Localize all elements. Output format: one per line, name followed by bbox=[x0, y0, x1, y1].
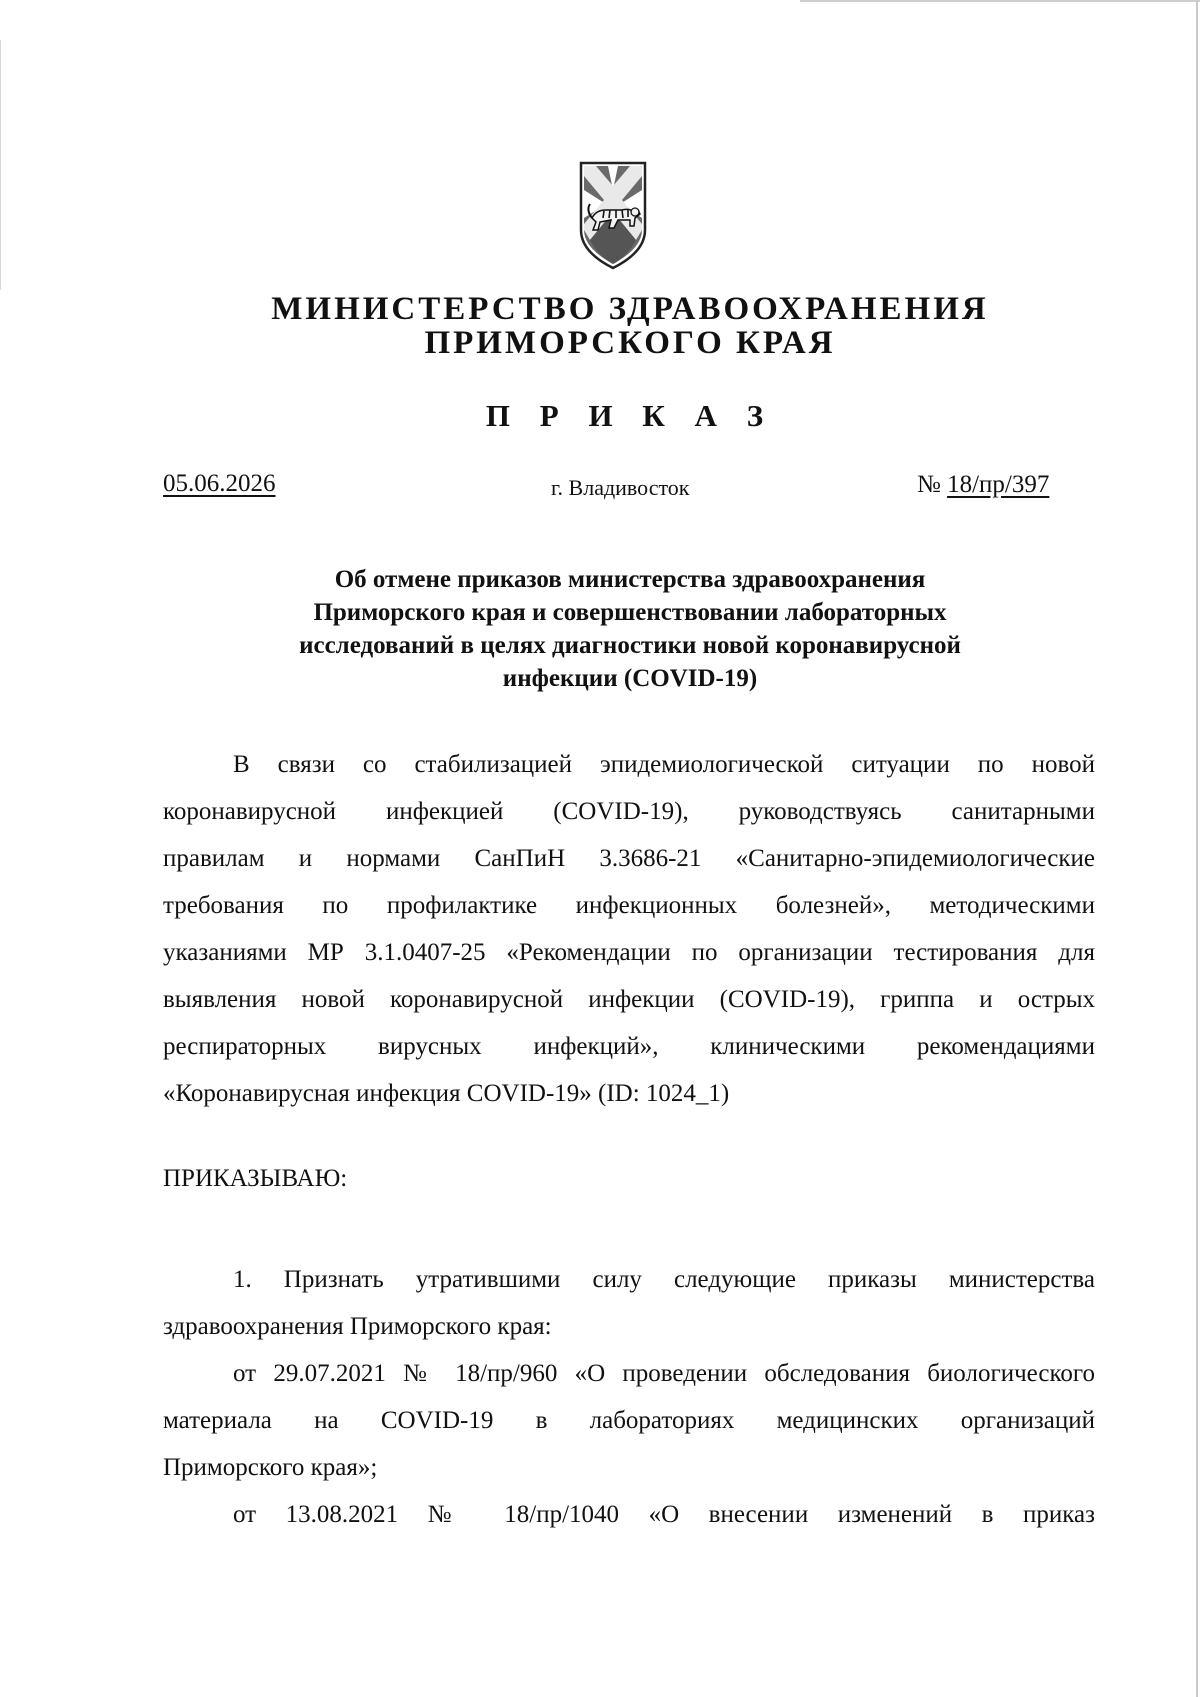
ministry-name bbox=[0, 292, 1200, 360]
paragraph-line: выявления новой коронавирусной инфекции (COVID-19), гриппа и острых bbox=[163, 986, 1095, 1013]
paragraph-line: коронавирусной инфекцией (COVID-19), руководствуясь санитарными bbox=[163, 798, 1095, 825]
scan-edge bbox=[1196, 0, 1198, 1697]
paragraph-line: респираторных вирусных инфекций», клиническими рекомендациями bbox=[163, 1033, 1095, 1060]
subject-line: исследований в целях диагностики новой коронавирусной bbox=[299, 632, 961, 659]
document-type-title: П Р И К А З bbox=[485, 398, 775, 433]
order-date: 05.06.2026 bbox=[163, 470, 276, 497]
order-number bbox=[917, 471, 1049, 499]
scan-edge bbox=[800, 0, 1200, 2]
preamble-paragraph bbox=[163, 741, 1095, 1117]
primorsky-krai-coat-of-arms-icon bbox=[578, 160, 648, 272]
paragraph-line: «Коронавирусная инфекция COVID-19» (ID: 1024_1) bbox=[163, 1080, 730, 1107]
order-city: г. Владивосток bbox=[551, 475, 690, 500]
paragraph-line: от 29.07.2021 № 18/пр/960 «О проведении обследования биологического bbox=[233, 1360, 1095, 1387]
paragraph-line: требования по профилактике инфекционных болезней», методическими bbox=[163, 892, 1095, 919]
paragraph-line: здравоохранения Приморского края: bbox=[163, 1313, 552, 1340]
ministry-name-line: ПРИМОРСКОГО КРАЯ bbox=[424, 325, 836, 361]
number-sign: № bbox=[917, 471, 941, 498]
subject-line: инфекции (COVID-19) bbox=[502, 665, 758, 692]
order-items bbox=[163, 1256, 1095, 1538]
ministry-name-line: МИНИСТЕРСТВО ЗДРАВООХРАНЕНИЯ bbox=[271, 291, 989, 327]
paragraph-line: Приморского края»; bbox=[163, 1454, 378, 1481]
subject-line: Об отмене приказов министерства здравоохранения bbox=[334, 566, 926, 593]
subject-line: Приморского края и совершенствовании лабораторных bbox=[313, 599, 947, 626]
paragraph-line: от 13.08.2021 № 18/пр/1040 «О внесении изменений в приказ bbox=[233, 1501, 1095, 1528]
order-subject bbox=[0, 563, 1200, 695]
order-directive-word: ПРИКАЗЫВАЮ: bbox=[163, 1165, 348, 1192]
paragraph-line: В связи со стабилизацией эпидемиологической ситуации по новой bbox=[233, 751, 1095, 778]
order-number-value: 18/пр/397 bbox=[947, 471, 1050, 498]
paragraph-line: 1. Признать утратившими силу следующие приказы министерства bbox=[233, 1266, 1095, 1293]
paragraph-line: материала на COVID-19 в лабораториях медицинских организаций bbox=[163, 1407, 1095, 1434]
paragraph-line: правилам и нормами СанПиН 3.3686-21 «Санитарно-эпидемиологические bbox=[163, 845, 1095, 872]
scan-edge bbox=[0, 40, 1, 290]
paragraph-line: указаниями МР 3.1.0407-25 «Рекомендации по организации тестирования для bbox=[163, 939, 1095, 966]
